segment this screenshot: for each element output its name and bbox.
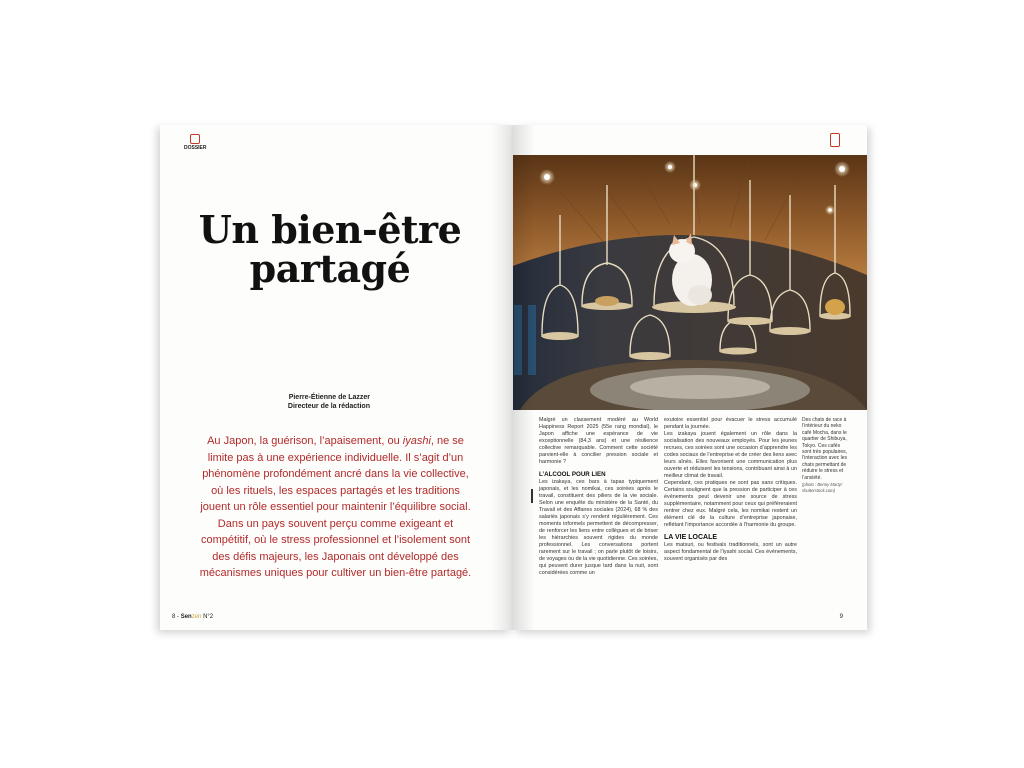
title-line-1: Un bien-être xyxy=(198,207,462,252)
photo-caption-column xyxy=(802,417,850,495)
magazine-spread xyxy=(160,125,867,630)
lead-term: iyashi xyxy=(402,435,431,447)
author-role: Directeur de la rédaction xyxy=(287,403,370,410)
article-title xyxy=(180,207,480,291)
right-page xyxy=(513,125,867,630)
section-label: DOSSIER xyxy=(184,145,207,151)
photo-credit: (photo : Benny Marty/ shutterstock.com) xyxy=(802,482,843,494)
col2-paragraph-1: exutoire essentiel pour évacuer le stress accumulé pendant la journée. xyxy=(664,417,797,430)
lead-paragraph xyxy=(198,433,473,582)
heading-alcool: L’ALCOOL POUR LIEN xyxy=(539,471,606,478)
photo-caption: Des chats de race à l’intérieur du neko café Mocha, dans le quartier de Shibuya, Tokyo. Ces cafés sont très populaires, l’interaction avec les chats permettant de réduire le stress et l’anxiété. xyxy=(802,417,848,481)
lead-part-2: , ne se limite pas à une expérience individuelle. Il s’agit d’un phénomène profondément ancré dans la vie collective, où les rituels, les espaces partagés et les traditions jouent un rôle essentiel pour maintenir l’équilibre social. Dans un pays souvent perçu comme exigeant et compétitif, où le stress professionnel et l’isolement sont des défis majeurs, les Japonais ont développé des mécanismes uniques pour cultiver un bien-être partagé. xyxy=(199,435,472,579)
left-page xyxy=(160,125,513,630)
alcool-paragraph: Les izakaya, ces bars à tapas typiquement japonais, et les nomikai, ces soirées après le travail, constituent des piliers de la vie sociale. Selon une enquête du ministère de la Santé, du Travail et des Affaires sociales (2024), 68 % des salariés japonais s’y rendent régulièrement. Ces moments informels permettent de décompresser, de renforcer les liens entre collègues et de briser les hiérarchies souvent rigides du monde professionnel. Les conversations portent rarement sur le travail ; on parle plutôt de loisirs, de voyages ou de la vie quotidienne. Ces soirées, qui peuvent durer jusque tard dans la nuit, sont considérées comme un xyxy=(539,479,658,576)
folio-left xyxy=(172,614,213,620)
gutter-shadow-left xyxy=(491,125,513,630)
magazine-name: Sen xyxy=(180,614,192,620)
issue-number: N°2 xyxy=(203,614,214,620)
gutter-shadow-right xyxy=(513,125,535,630)
lead-part-1: Au Japon, la guérison, l’apaisement, ou xyxy=(207,435,403,447)
seal-icon-right xyxy=(830,133,840,147)
heading-vie-locale: LA VIE LOCALE xyxy=(664,534,718,541)
section-badge xyxy=(184,134,206,151)
page-number-left: 8 - xyxy=(172,614,180,620)
col2-paragraph-4: Les matsuri, ou festivals traditionnels, sont un autre aspect fondamental de l’iyashi social. Ces événements, souvent organisés par des xyxy=(664,542,797,562)
col2-paragraph-3: Cependant, ces pratiques ne sont pas sans critiques. Certains soulignent que la pression de participer à ces événements peut devenir une source de stress supplémentaire, notamment pour ceux qui préféreraient rentrer chez eux. Malgré cela, les nomikai restent un élément clé de la culture d’entreprise japonaise, reflétant l’importance accordée à l’harmonie du groupe. xyxy=(664,480,797,528)
title-line-2: partagé xyxy=(249,246,411,291)
cat-cafe-illustration xyxy=(513,155,867,410)
seal-icon xyxy=(190,134,200,144)
text-column-1 xyxy=(539,417,658,577)
magazine-name-accent: zen xyxy=(191,614,202,620)
intro-paragraph: Malgré un classement modéré au World Happiness Report 2025 (55e rang mondial), le Japon affiche une espérance de vie exceptionnelle (84,3 ans) et une résilience collective remarquable. Comment cette société parvient-elle à concilier pression sociale et harmonie ? xyxy=(539,417,658,465)
author-name: Pierre-Étienne de Lazzer xyxy=(288,394,370,401)
col2-paragraph-2: Les izakaya jouent également un rôle dans la socialisation des nouveaux employés. Pour les jeunes recrues, ces soirées sont une occasion d’apprendre les codes sociaux de l’entreprise et de créer des liens avec leurs aînés. Elles favorisent une communication plus ouverte et réduisent les tensions, contribuant ainsi à un meilleur climat de travail. xyxy=(664,431,797,479)
text-column-2 xyxy=(664,417,797,563)
page-number-right: 9 xyxy=(839,614,843,620)
cat-cafe-photo xyxy=(513,155,867,410)
author-block xyxy=(230,393,370,411)
